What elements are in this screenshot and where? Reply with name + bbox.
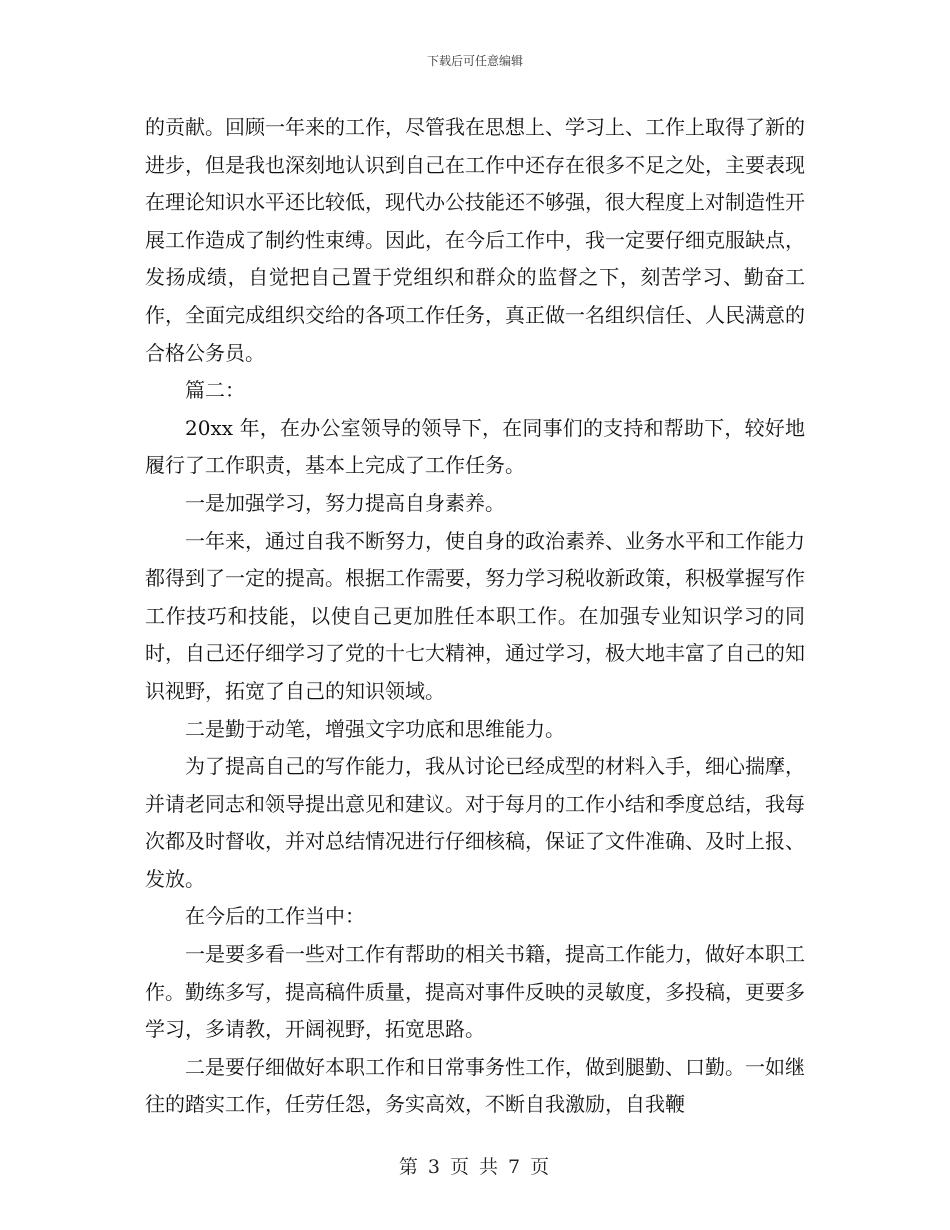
paragraph-8: 在今后的工作当中： [185,904,365,929]
paragraph-10: 二是要仔细做好本职工作和日常事务性工作，做到腿勤、口勤。一如继往的踏实工作，任劳任怨，务实高效，不断自我激励，自我鞭 [145,1054,805,1117]
document-body [145,109,805,1124]
page-number: 第 3 页 共 7 页 [398,1156,552,1178]
paragraph-5: 一年来，通过自我不断努力，使自身的政治素养、业务水平和工作能力都得到了一定的提高。根据工作需要，努力学习税收新政策，积极掌握写作工作技巧和技能，以使自己更加胜任本职工作。在加强专业知识学习的同时，自己还仔细学习了党的十七大精神，通过学习，极大地丰富了自己的知识视野，拓宽了自己的知识领域。 [145,528,805,703]
paragraph-4: 一是加强学习，努力提高自身素养。 [185,490,505,515]
paragraph-1: 的贡献。回顾一年来的工作，尽管我在思想上、学习上、工作上取得了新的进步，但是我也深刻地认识到自己在工作中还存在很多不足之处，主要表现在理论知识水平还比较低，现代办公技能还不够强，很大程度上对制造性开展工作造成了制约性束缚。因此，在今后工作中，我一定要仔细克服缺点，发扬成绩，自觉把自己置于党组织和群众的监督之下，刻苦学习、勤奋工作，全面完成组织交给的各项工作任务，真正做一名组织信任、人民满意的合格公务员。 [145,115,805,365]
paragraph-7: 为了提高自己的写作能力，我从讨论已经成型的材料入手，细心揣摩，并请老同志和领导提出意见和建议。对于每月的工作小结和季度总结，我每次都及时督收，并对总结情况进行仔细核稿，保证了文件准确、及时上报、发放。 [145,754,805,891]
header-note: 下载后可任意编辑 [426,54,523,68]
paragraph-3: 20xx 年，在办公室领导的领导下，在同事们的支持和帮助下，较好地履行了工作职责，基本上完成了工作任务。 [145,415,805,478]
paragraph-6: 二是勤于动笔，增强文字功底和思维能力。 [185,716,565,741]
paragraph-9: 一是要多看一些对工作有帮助的相关书籍，提高工作能力，做好本职工作。勤练多写，提高稿件质量，提高对事件反映的灵敏度，多投稿，更要多学习，多请教，开阔视野，拓宽思路。 [145,942,805,1042]
paragraph-2-heading: 篇二： [185,378,245,403]
